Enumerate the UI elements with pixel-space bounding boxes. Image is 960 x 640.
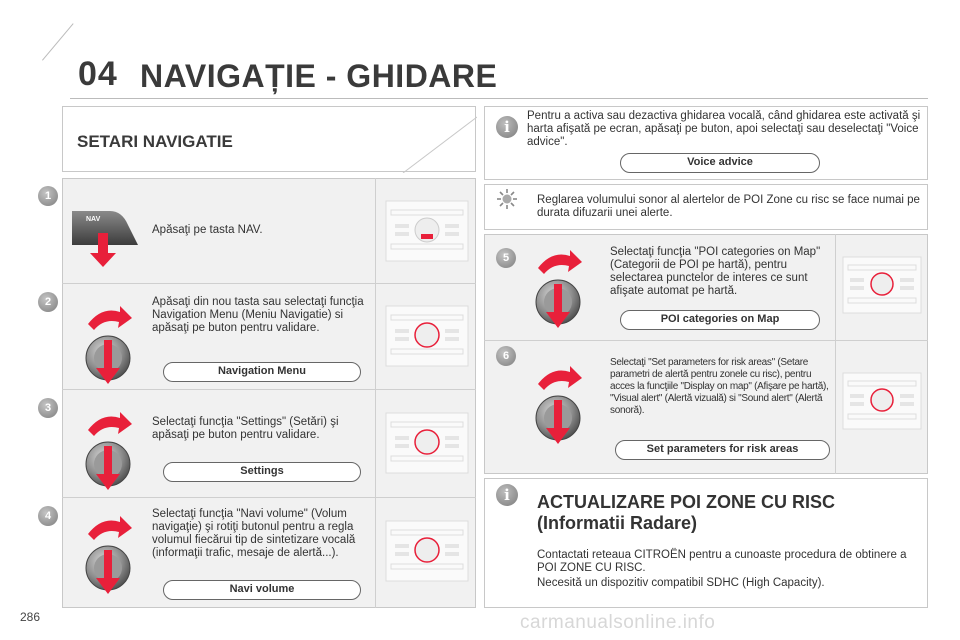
step-text: Selectaţi "Set parameters for risk areas" (Setare parametri de alertă pentru zonele cu risc), pentru acces la funcţiile "Display on map" (Afişare pe hartă), "Visual alert" (Alertă vizuală) si "Sound alert" (Alertă sonoră). (610, 357, 829, 416)
rotary-knob-icon (530, 246, 590, 336)
radio-console-thumbnail (385, 200, 469, 262)
section-title: SETARI NAVIGATIE (77, 132, 233, 151)
step-number: 4 (38, 506, 58, 526)
navigation-menu-button[interactable]: Navigation Menu (163, 362, 361, 382)
step-number: 2 (38, 292, 58, 312)
rotary-knob-icon (530, 362, 590, 452)
set-parameters-button[interactable]: Set parameters for risk areas (615, 440, 830, 460)
sun-icon (495, 187, 519, 211)
column-divider (835, 234, 836, 474)
radio-console-thumbnail (385, 520, 469, 582)
page-title: NAVIGAȚIE - GHIDARE (140, 58, 498, 94)
radio-console-thumbnail (842, 256, 922, 314)
step-text: Selectaţi funcţia "POI categories on Map" (Categorii de POI pe hartă), pentru selectarea punctelor de interes ce sunt afişate automat pe hartă. (610, 246, 821, 297)
header-rule (70, 98, 928, 99)
divider (484, 340, 928, 341)
step-text: Selectaţi funcţia "Settings" (Setări) şi apăsaţi pe buton pentru validare. (152, 416, 339, 441)
update-title: ACTUALIZARE POI ZONE CU RISC (537, 492, 836, 512)
navi-volume-button[interactable]: Navi volume (163, 580, 361, 600)
nav-key-illustration (70, 195, 145, 270)
radio-console-thumbnail (385, 412, 469, 474)
page-number: 286 (20, 610, 41, 624)
watermark: carmanualsonline.info (520, 612, 716, 633)
settings-button[interactable]: Settings (163, 462, 361, 482)
voice-advice-button[interactable]: Voice advice (620, 153, 820, 173)
step-number: 3 (38, 398, 58, 418)
header-decoration (42, 23, 74, 60)
rotary-knob-icon (80, 408, 140, 498)
step-text: Apăsaţi pe tasta NAV. (152, 224, 263, 236)
column-divider (375, 178, 376, 608)
rotary-knob-icon (80, 302, 140, 392)
info-icon: i (496, 116, 518, 138)
poi-categories-button[interactable]: POI categories on Map (620, 310, 820, 330)
info-text: Pentru a activa sau dezactiva ghidarea vocală, când ghidarea este activată şi harta afişată pe ecran, apăsaţi pe buton, apoi selectaţi sau deselectaţi "Voice advice". (527, 110, 921, 148)
step-text: Selectaţi funcţia "Navi volume" (Volum navigaţie) şi rotiţi butonul pentru a regla volumul fiecărui tip de sintetizare vocală (informaţii trafic, mesaje de alertă...). (152, 508, 356, 559)
update-subtitle: (Informatii Radare) (537, 513, 698, 533)
radio-console-thumbnail (842, 372, 922, 430)
step-number: 1 (38, 186, 58, 206)
step-text: Apăsaţi din nou tasta sau selectaţi funcţia Navigation Menu (Meniu Navigatie) si apăsaţi pe buton pentru validare. (152, 296, 364, 334)
radio-console-thumbnail (385, 305, 469, 367)
rotary-knob-icon (80, 512, 140, 602)
step-number: 6 (496, 346, 516, 366)
nav-key-label: NAV (86, 216, 101, 223)
info-icon: i (496, 484, 518, 506)
step-number: 5 (496, 248, 516, 268)
chapter-number: 04 (78, 55, 118, 93)
tip-text: Reglarea volumului sonor al alertelor de POI Zone cu risc se face numai pe durata difuzarii unei alerte. (537, 194, 920, 219)
divider (62, 283, 476, 284)
update-text: Contactati reteaua CITROËN pentru a cunoaste procedura de obtinere a POI ZONE CU RISC. (537, 549, 907, 574)
update-text: Necesită un dispozitiv compatibil SDHC (High Capacity). (537, 577, 825, 589)
